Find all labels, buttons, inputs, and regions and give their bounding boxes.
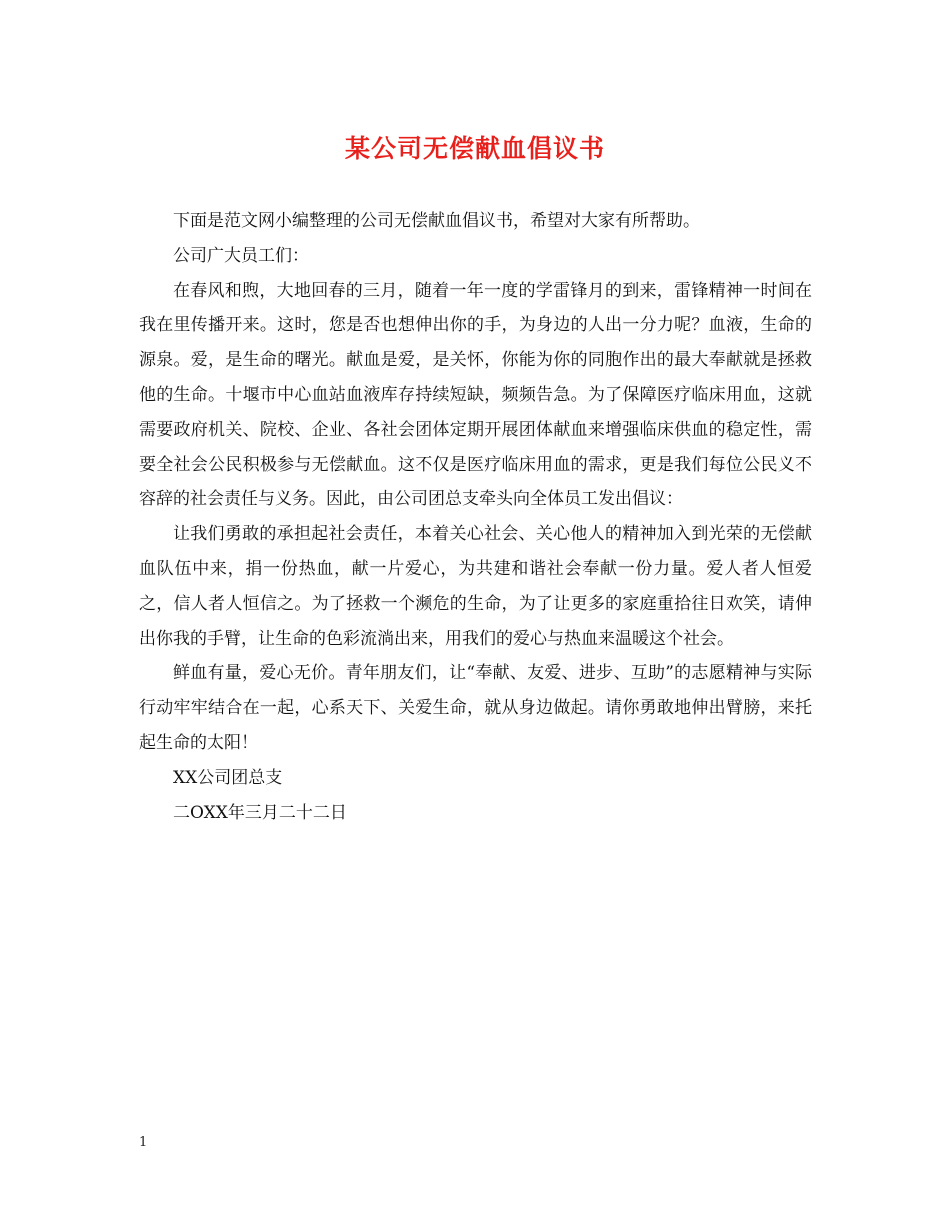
body-paragraph-3: 鲜血有量，爱心无价。青年朋友们，让“奉献、友爱、进步、互助”的志愿精神与实际行动牢牢结合在一起，心系天下、关爱生命，就从身边做起。请你勇敢地伸出臂膀，来托起生命的太阳！: [139, 663, 812, 753]
signature-date: 二OXX年三月二十二日: [173, 802, 347, 823]
salutation: 公司广大员工们：: [173, 245, 309, 266]
document-title: 某公司无偿献血倡议书: [344, 134, 605, 163]
body-paragraph-2: 让我们勇敢的承担起社会责任，本着关心社会、关心他人的精神加入到光荣的无偿献血队伍中来，捐一份热血，献一片爱心，为共建和谐社会奉献一份力量。爱人者人恒爱之，信人者人恒信之。为了拯救一个濒危的生命，为了让更多的家庭重拾往日欢笑，请伸出你我的手臂，让生命的色彩流淌出来，用我们的爱心与热血来温暖这个社会。: [139, 524, 812, 649]
signature-organization: XX公司团总支: [173, 767, 283, 788]
body-paragraph-1: 在春风和煦，大地回春的三月，随着一年一度的学雷锋月的到来，雷锋精神一时间在我在里传播开来。这时，您是否也想伸出你的手，为身边的人出一分力呢？血液，生命的源泉。爱，是生命的曙光。献血是爱，是关怀，你能为你的同胞作出的最大奉献就是拯救他的生命。十堰市中心血站血液库存持续短缺，频频告急。为了保障医疗临床用血，这就需要政府机关、院校、企业、各社会团体定期开展团体献血来增强临床供血的稳定性，需要全社会公民积极参与无偿献血。这不仅是医疗临床用血的需求，更是我们每位公民义不容辞的社会责任与义务。因此，由公司团总支牵头向全体员工发出倡议：: [139, 280, 812, 510]
page-number: 1: [139, 1135, 148, 1150]
document-body: [139, 204, 812, 830]
intro-paragraph: 下面是范文网小编整理的公司无偿献血倡议书，希望对大家有所帮助。: [173, 211, 700, 231]
